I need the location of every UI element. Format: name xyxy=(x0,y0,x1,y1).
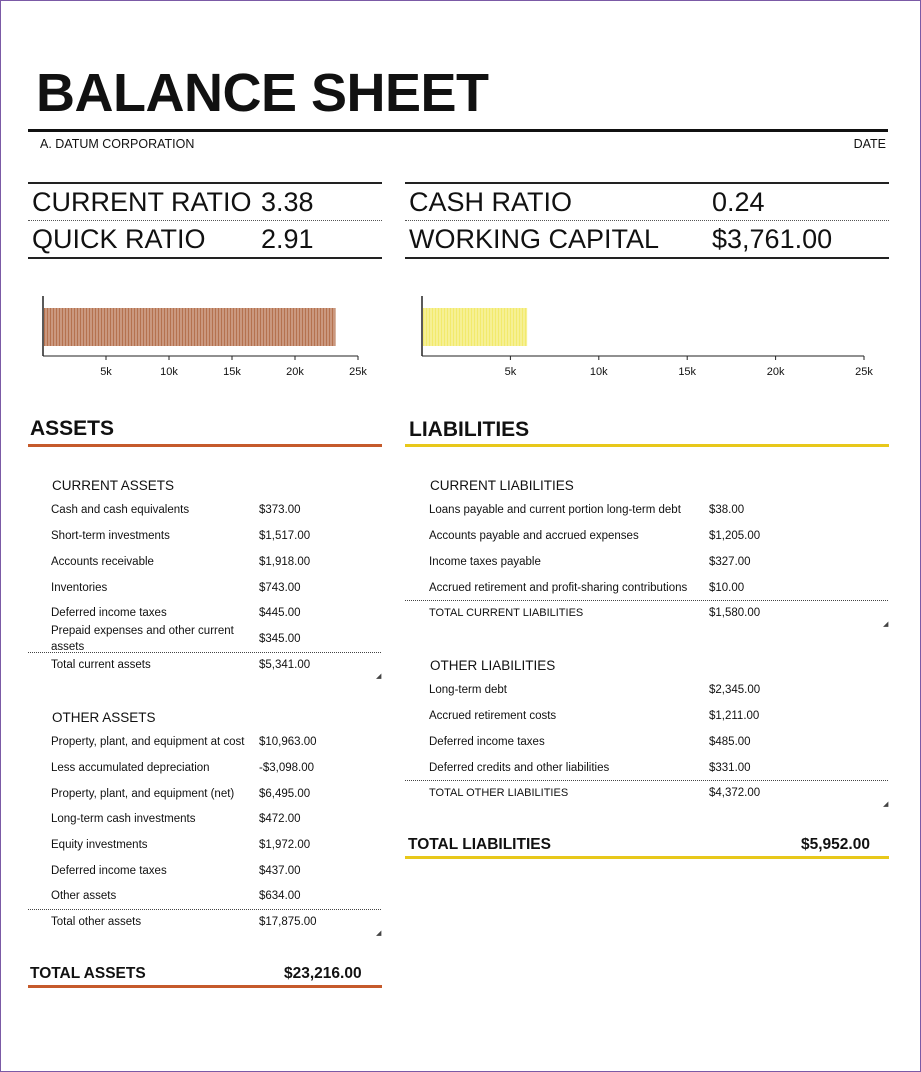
asset-label-ppe-cost: Property, plant, and equipment at cost xyxy=(51,736,245,748)
assets-heading: ASSETS xyxy=(30,417,115,440)
asset-label-inventories: Inventories xyxy=(51,582,108,594)
assets-heading-rule xyxy=(28,444,382,447)
asset-value-ppe-cost: $10,963.00 xyxy=(259,736,317,748)
asset-value-inventories: $743.00 xyxy=(259,582,301,594)
asset-label-other: Other assets xyxy=(51,890,117,902)
asset-label-short-term: Short-term investments xyxy=(51,530,170,542)
table-resize-handle: ◢ xyxy=(376,673,382,680)
cash-ratio-label: CASH RATIO xyxy=(409,186,573,217)
title-divider xyxy=(28,129,888,132)
liability-label-income-taxes: Income taxes payable xyxy=(429,556,541,568)
total-other-liabilities-value: $4,372.00 xyxy=(709,787,761,799)
asset-label-equity: Equity investments xyxy=(51,839,148,851)
other-liabilities-divider xyxy=(405,780,888,781)
quick-ratio-value: 2.91 xyxy=(261,223,314,254)
total-other-liabilities-label: TOTAL OTHER LIABILITIES xyxy=(429,787,569,799)
asset-value-ppe-net: $6,495.00 xyxy=(259,788,311,800)
asset-value-other: $634.00 xyxy=(259,890,301,902)
asset-label-depreciation: Less accumulated depreciation xyxy=(51,762,210,774)
liabilities-tick-label: 5k xyxy=(504,366,517,378)
asset-label-deferred-taxes: Deferred income taxes xyxy=(51,607,167,619)
liability-value-long-term-debt: $2,345.00 xyxy=(709,684,761,696)
ratio-row-quick xyxy=(28,221,382,257)
total-current-liabilities-label: TOTAL CURRENT LIABILITIES xyxy=(429,607,584,619)
liabilities-bar-chart xyxy=(410,290,880,382)
total-current-assets-label: Total current assets xyxy=(51,659,151,671)
liabilities-tick-label: 20k xyxy=(766,366,785,378)
asset-value-long-term-cash: $472.00 xyxy=(259,813,301,825)
quick-ratio-label: QUICK RATIO xyxy=(32,223,206,254)
working-capital-label: WORKING CAPITAL xyxy=(409,223,660,254)
asset-label-deferred-taxes-other: Deferred income taxes xyxy=(51,865,167,877)
current-assets-heading: CURRENT ASSETS xyxy=(52,478,175,493)
liability-value-payables: $1,205.00 xyxy=(709,530,761,542)
ratio-block-right xyxy=(405,182,889,259)
asset-label-long-term-cash: Long-term cash investments xyxy=(51,813,196,825)
current-liabilities-divider xyxy=(405,600,888,601)
total-liabilities-value: $5,952.00 xyxy=(801,836,870,853)
working-capital-value: $3,761.00 xyxy=(712,223,833,254)
ratio-row-current xyxy=(28,184,382,221)
liabilities-heading: LIABILITIES xyxy=(409,418,530,441)
assets-tick-label: 20k xyxy=(286,366,304,378)
assets-tick-label: 10k xyxy=(160,366,178,378)
total-assets-rule xyxy=(28,985,382,988)
total-other-assets-value: $17,875.00 xyxy=(259,916,317,928)
company-name: A. DATUM CORPORATION xyxy=(40,137,195,151)
total-liabilities-rule xyxy=(405,856,889,859)
asset-value-depreciation: -$3,098.00 xyxy=(259,762,314,774)
total-current-liabilities-value: $1,580.00 xyxy=(709,607,761,619)
liability-label-long-term-debt: Long-term debt xyxy=(429,684,507,696)
liability-value-deferred-credits: $331.00 xyxy=(709,762,751,774)
asset-label-prepaid-line2: assets xyxy=(51,641,85,653)
liability-value-deferred-taxes: $485.00 xyxy=(709,736,751,748)
other-assets-heading: OTHER ASSETS xyxy=(52,710,156,725)
asset-value-deferred-taxes-other: $437.00 xyxy=(259,865,301,877)
asset-value-deferred-taxes: $445.00 xyxy=(259,607,301,619)
asset-label-receivable: Accounts receivable xyxy=(51,556,154,568)
ratio-block-left xyxy=(28,182,382,259)
current-ratio-value: 3.38 xyxy=(261,186,314,217)
asset-value-cash: $373.00 xyxy=(259,504,301,516)
cash-ratio-value: 0.24 xyxy=(712,186,765,217)
liability-value-loans: $38.00 xyxy=(709,504,745,516)
liability-label-deferred-credits: Deferred credits and other liabilities xyxy=(429,762,610,774)
assets-tick-label: 25k xyxy=(349,366,367,378)
current-ratio-label: CURRENT RATIO xyxy=(32,186,252,217)
other-liabilities-heading: OTHER LIABILITIES xyxy=(430,658,556,673)
asset-label-cash: Cash and cash equivalents xyxy=(51,504,190,516)
assets-tick-label: 5k xyxy=(100,366,112,378)
liability-label-retirement-contrib: Accrued retirement and profit-sharing contributions xyxy=(429,582,688,594)
liability-label-payables: Accounts payable and accrued expenses xyxy=(429,530,639,542)
liability-label-loans: Loans payable and current portion long-term debt xyxy=(429,504,681,516)
table-resize-handle: ◢ xyxy=(883,801,889,808)
liabilities-tick-label: 10k xyxy=(589,366,608,378)
liabilities-heading-rule xyxy=(405,444,889,447)
ratio-row-working-capital xyxy=(405,221,889,257)
table-resize-handle: ◢ xyxy=(376,930,382,937)
date-label: DATE xyxy=(853,137,886,151)
total-current-assets-value: $5,341.00 xyxy=(259,659,311,671)
asset-value-equity: $1,972.00 xyxy=(259,839,311,851)
current-assets-divider xyxy=(28,652,381,653)
ratio-row-cash xyxy=(405,184,889,221)
asset-value-short-term: $1,517.00 xyxy=(259,530,311,542)
current-liabilities-heading: CURRENT LIABILITIES xyxy=(430,478,574,493)
page-title: BALANCE SHEET xyxy=(36,63,489,123)
asset-value-prepaid: $345.00 xyxy=(259,633,301,645)
total-assets-label: TOTAL ASSETS xyxy=(30,965,146,982)
liability-label-deferred-taxes: Deferred income taxes xyxy=(429,736,545,748)
table-resize-handle: ◢ xyxy=(883,621,889,628)
asset-label-ppe-net: Property, plant, and equipment (net) xyxy=(51,788,235,800)
total-other-assets-label: Total other assets xyxy=(51,916,142,928)
assets-tick-label: 15k xyxy=(223,366,241,378)
liabilities-tick-label: 25k xyxy=(855,366,873,378)
liability-value-retirement-costs: $1,211.00 xyxy=(709,710,760,722)
liability-label-retirement-costs: Accrued retirement costs xyxy=(429,710,557,722)
liability-value-income-taxes: $327.00 xyxy=(709,556,751,568)
total-assets-value: $23,216.00 xyxy=(284,965,362,982)
asset-label-prepaid: Prepaid expenses and other current xyxy=(51,625,234,637)
other-assets-divider xyxy=(28,909,381,910)
liabilities-tick-label: 15k xyxy=(678,366,697,378)
total-liabilities-label: TOTAL LIABILITIES xyxy=(408,836,551,853)
liability-value-retirement-contrib: $10.00 xyxy=(709,582,745,594)
assets-bar-chart xyxy=(30,290,380,382)
asset-value-receivable: $1,918.00 xyxy=(259,556,311,568)
